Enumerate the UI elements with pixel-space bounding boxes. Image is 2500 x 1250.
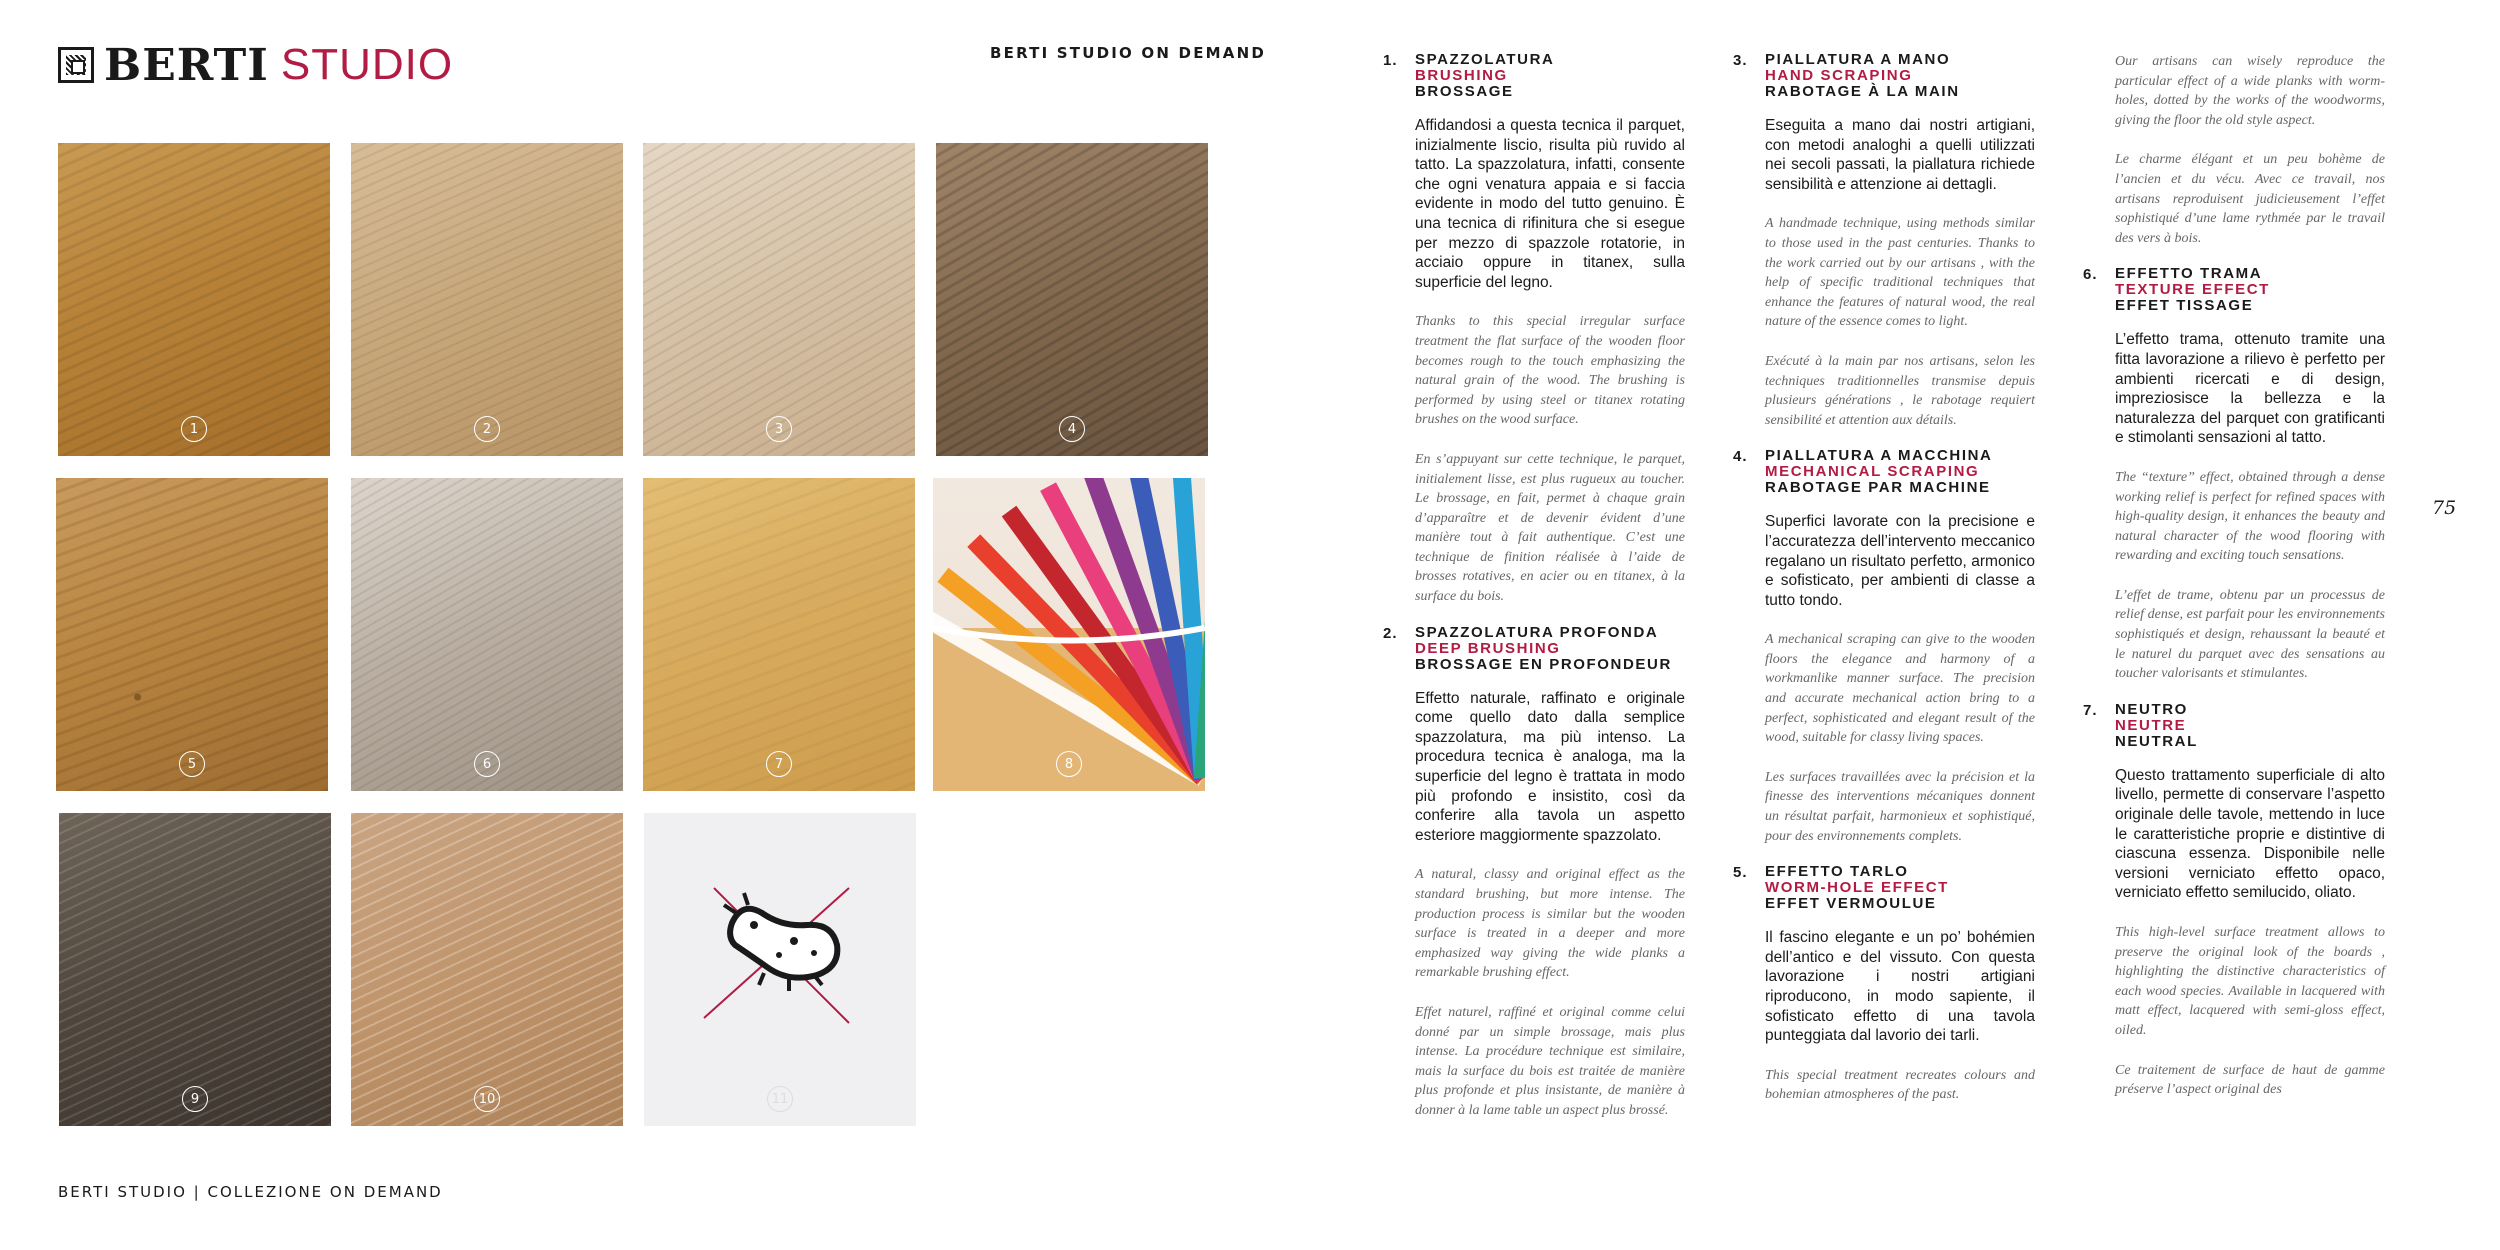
berti-logo-icon (58, 47, 94, 83)
finish-sample-5 (56, 478, 328, 791)
section-text-fr: L’effet de trame, obtenu par un processus de relief dense, est parfait pour les environnements sophistiqués et design, rehaussant la beauté et le naturel du parquet avec des sensations au toucher valorisants et stimulantes. (2115, 587, 2385, 682)
section-neutral (2083, 700, 2385, 1100)
section-text-fr: Ce traitement de surface de haut de gamme préserve l’aspect original des (2115, 1062, 2385, 1098)
section-text-en: This special treatment recreates colours and bohemian atmospheres of the past. (1765, 1067, 2035, 1103)
tile-number: 2 (474, 416, 500, 442)
tile-number: 5 (179, 751, 205, 777)
section-number: 6. (2083, 266, 2098, 284)
section-text-it: Il fascino elegante e un po’ bohémien dell’antico e del vissuto. Con questa lavorazione i nostri artigiani riproducono, in modo sapiente, il sofisticato effetto di una tavola punteggiata dal lavorio dei tarli. (1765, 929, 2035, 1045)
finish-sample-11-no-woodworm (644, 813, 916, 1126)
section-title-fr: RABOTAGE À LA MAIN (1765, 83, 1960, 100)
section-texture-effect (2083, 265, 2385, 684)
tile-number: 3 (766, 416, 792, 442)
finish-sample-6 (351, 478, 623, 791)
section-title-en: NEUTRE (2115, 716, 2187, 734)
section-title-en: WORM-HOLE EFFECT (1765, 879, 1949, 897)
section-title-en: HAND SCRAPING (1765, 67, 1913, 84)
section-title-it: EFFETTO TARLO (1765, 863, 1909, 881)
color-swatch-fan-icon (933, 478, 1205, 791)
section-text-it: Eseguita a mano dai nostri artigiani, con metodi analoghi a quelli utilizzati nei secoli passati, la piallatura richiede sensibilità e attenzione ai dettagli. (1765, 117, 2035, 193)
text-column-2 (1733, 51, 2035, 1105)
page-number: 75 (2432, 497, 2457, 519)
section-title-en: DEEP BRUSHING (1415, 639, 1561, 657)
section-text-fr: En s’appuyant sur cette technique, le parquet, initialement lisse, est plus rugueux au toucher. Le brossage, en fait, permet à chaque grain d’apparaître et de devenir évident d’une manière tout à fait authentique. C’est une technique de finition réalisée à l’aide de brosses rotatives, en acier ou en titanex, à la surface du bois. (1415, 451, 1685, 605)
section-number: 1. (1383, 52, 1398, 69)
section-text-en-continued: Our artisans can wisely reproduce the particular effect of a wide planks with worm-holes, dotted by the works of the woodworms, giving the floor the old style aspect. (2115, 54, 2385, 128)
section-text-it: Superfici lavorate con la precisione e l’accuratezza dell’intervento meccanico regalano un risultato perfetto, armonico e sofisticato, per ambienti di classe a tutto tondo. (1765, 513, 2035, 609)
no-woodworm-icon (644, 813, 916, 1126)
tile-number: 11 (767, 1086, 793, 1112)
section-title-it: EFFETTO TRAMA (2115, 265, 2263, 283)
text-column-1 (1383, 51, 1685, 1121)
section-text-en: A natural, classy and original effect as the standard brushing, but more intense. The production process is similar but the wooden surface is treated in a deeper and more emphasized way giving the wide planks a remarkable brushing effect. (1415, 867, 1685, 981)
tile-number: 7 (766, 751, 792, 777)
section-number: 4. (1733, 448, 1748, 466)
section-text-en: This high-level surface treatment allows to preserve the original look of the boards , highlighting the distinctive characteristics of each wood species. Available in lacquered with matt effect, lacquered with semi-gloss effect, oiled. (2115, 925, 2385, 1038)
section-title-fr: EFFET VERMOULUE (1765, 895, 1937, 913)
section-title-fr: NEUTRAL (2115, 732, 2198, 750)
tile-number: 1 (181, 416, 207, 442)
section-deep-brushing (1383, 623, 1685, 1121)
section-mechanical-scraping (1733, 447, 2035, 846)
finish-sample-1 (58, 143, 330, 456)
finish-sample-9 (59, 813, 331, 1126)
section-text-fr: Les surfaces travaillées avec la précision et la finesse des interventions mécaniques donnent un résultat parfait, harmonieux et sophistiqué, pour des environnements complets. (1765, 769, 2035, 844)
brand-name-bold: BERTI (104, 39, 269, 91)
tile-number: 8 (1056, 751, 1082, 777)
section-title-en: TEXTURE EFFECT (2115, 281, 2270, 299)
top-label: BERTI STUDIO ON DEMAND (990, 44, 1266, 62)
section-text-it: Questo trattamento superficiale di alto livello, permette di conservare l’aspetto originale delle tavole, mettendo in luce le caratteristiche proprie e distintive di ciascuna essenza. Disponibile nelle versioni verniciato effetto opaco, verniciato effetto semilucido, oliato. (2115, 766, 2385, 902)
tile-number: 4 (1059, 416, 1085, 442)
section-number: 7. (2083, 701, 2098, 719)
section-text-it: L’effetto trama, ottenuto tramite una fitta lavorazione a rilievo è perfetto per ambienti ricercati e di design, impreziosisce la bellezza e la naturalezza del parquet con gratificanti e stimolanti sensazioni al tatto. (2115, 331, 2385, 447)
finish-sample-4 (936, 143, 1208, 456)
section-text-it: Affidandosi a questa tecnica il parquet, inizialmente liscio, risulta più ruvido al tatto. La spazzolatura, infatti, consente che ogni venatura appaia e si faccia evidente in modo del tutto genuino. È una tecnica di rifinitura che si esegue per mezzo di spazzole rotatorie, in acciaio oppure in titanex, sulla superficie del legno. (1415, 117, 1685, 291)
section-title-it: NEUTRO (2115, 700, 2188, 718)
section-number: 2. (1383, 624, 1398, 642)
section-hand-scraping (1733, 51, 2035, 430)
finish-sample-7 (643, 478, 915, 791)
finish-sample-3 (643, 143, 915, 456)
finish-sample-10 (351, 813, 623, 1126)
section-number: 3. (1733, 52, 1748, 69)
section-title-en: MECHANICAL SCRAPING (1765, 463, 1980, 481)
tile-number: 9 (182, 1086, 208, 1112)
section-worm-hole (1733, 863, 2035, 1105)
finish-sample-8-color-fan (933, 478, 1205, 791)
section-title-it: PIALLATURA A MANO (1765, 51, 1951, 68)
tile-number: 6 (474, 751, 500, 777)
section-title-fr: BROSSAGE (1415, 83, 1514, 100)
section-text-en: The “texture” effect, obtained through a dense working relief is perfect for refined spaces with high-quality design, it enhances the beauty and natural character of the wood flooring with rewarding and exciting touch sensations. (2115, 469, 2385, 564)
section-title-it: PIALLATURA A MACCHINA (1765, 447, 1993, 465)
section-title-fr: EFFET TISSAGE (2115, 297, 2254, 315)
section-text-en: A mechanical scraping can give to the wooden floors the elegance and harmony of a workmanlike manner surface. The precision and accurate mechanical action bring to a perfect, sophisticated and elegant result of the wood, suitable for classy living spaces. (1765, 632, 2035, 746)
finish-sample-2 (351, 143, 623, 456)
section-brushing (1383, 51, 1685, 607)
section-text-it: Effetto naturale, raffinato e originale come quello dato dalla semplice spazzolatura, ma più intenso. La procedura tecnica è analoga, ma la superficie del legno è trattata in modo più profondo e insistito, così da conferire alla tavola un aspetto esteriore maggiormente spazzolato. (1415, 689, 1685, 844)
section-text-fr: Effet naturel, raffiné et original comme celui donné par un simple brossage, mais plus intense. La procédure technique est similaire, mais la surface du bois est traitée de manière plus profonde et plus insistante, de manière à donner à la lame table un aspect plus brossé. (1415, 1004, 1685, 1118)
section-title-fr: BROSSAGE EN PROFONDEUR (1415, 655, 1672, 673)
section-text-en: A handmade technique, using methods similar to those used in the past centuries. Thanks to the work carried out by our artisans , with the help of specific traditional techniques that enhance the features of natural wood, the real nature of the essence comes to light. (1765, 216, 2035, 330)
brand-name-light: STUDIO (280, 40, 454, 89)
section-title-it: SPAZZOLATURA (1415, 51, 1555, 68)
section-text-fr: Exécuté à la main par nos artisans, selon les techniques traditionnelles transmise depuis plusieurs générations , le rabotage requiert sensibilité et attention aux détails. (1765, 353, 2035, 428)
section-title-en: BRUSHING (1415, 67, 1508, 84)
section-number: 5. (1733, 864, 1748, 882)
text-column-3 (2083, 52, 2385, 1100)
section-title-it: SPAZZOLATURA PROFONDA (1415, 623, 1659, 641)
brand-logo (58, 40, 453, 90)
section-text-fr: Le charme élégant et un peu bohème de l’ancien et du vécu. Avec ce travail, nos artisans reproduisent judicieusement l’effet sophistiqué d’une lame rythmée par le travail des vers à bois. (2115, 152, 2385, 246)
section-text-en: Thanks to this special irregular surface treatment the flat surface of the wooden floor becomes rough to the touch emphasizing the natural grain of the wood. The brushing is performed by using steel or titanex rotating brushes on the wood surface. (1415, 314, 1685, 428)
footer-label: BERTI STUDIO | COLLEZIONE ON DEMAND (58, 1183, 443, 1201)
section-title-fr: RABOTAGE PAR MACHINE (1765, 479, 1991, 497)
tile-number: 10 (474, 1086, 500, 1112)
